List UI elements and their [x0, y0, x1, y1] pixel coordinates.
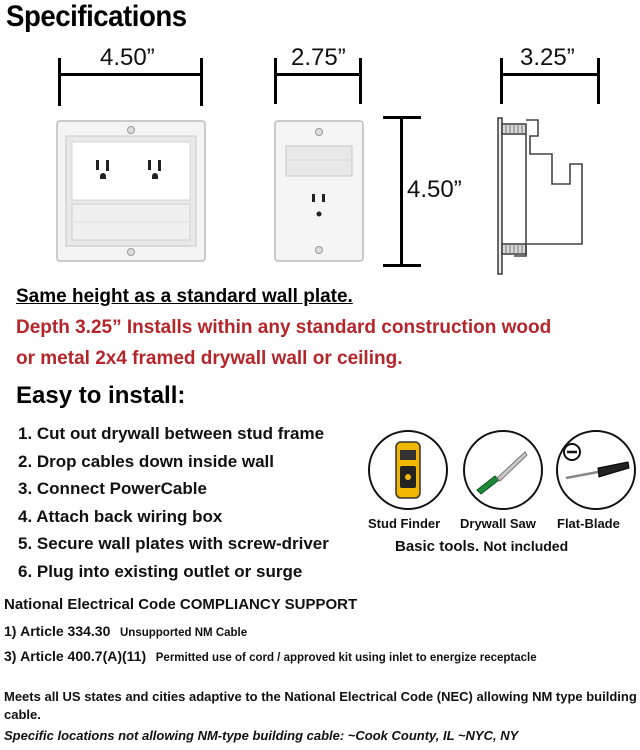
article-number: Article 400.7(A)(11) — [20, 648, 147, 664]
side-width-line — [276, 73, 362, 76]
stud-finder-tool — [368, 430, 448, 510]
flat-blade-tool — [556, 430, 636, 510]
basic-tools-note — [395, 538, 568, 555]
depth-text-line-1: Depth 3.25” Installs within any standard construction wood — [16, 317, 552, 338]
drywall-saw-label: Drywall Saw — [460, 516, 536, 531]
article-index: 3) — [4, 648, 17, 664]
side-width-tick-left — [274, 58, 277, 104]
drywall-saw-tool — [463, 430, 543, 510]
depth-text-line-2: or metal 2x4 framed drywall wall or ceiling. — [16, 348, 403, 369]
nec-heading: National Electrical Code COMPLIANCY SUPPORT — [4, 596, 358, 613]
install-step: 4. Attach back wiring box — [18, 506, 223, 526]
front-width-label: 4.50” — [100, 44, 155, 71]
front-width-line — [60, 73, 202, 76]
install-step: 3. Connect PowerCable — [18, 479, 207, 499]
depth-tick-right — [597, 58, 600, 104]
front-width-tick-right — [200, 58, 203, 106]
article-index: 1) — [4, 623, 17, 639]
restricted-locations-text: Specific locations not allowing NM-type building cable: ~Cook County, IL ~NYC, NY — [4, 728, 519, 743]
front-width-tick-left — [58, 58, 61, 106]
flat-blade-label: Flat-Blade — [557, 516, 620, 531]
stud-finder-label: Stud Finder — [368, 516, 441, 531]
not-included-label: Not included — [483, 538, 569, 554]
single-wall-plate-image — [274, 120, 364, 262]
install-step: 6. Plug into existing outlet or surge — [18, 561, 303, 581]
install-step: 2. Drop cables down inside wall — [18, 451, 275, 471]
side-width-tick-right — [359, 58, 362, 104]
article-number: Article 334.30 — [20, 623, 111, 639]
basic-tools-label: Basic tools. — [395, 538, 480, 555]
drywall-saw-icon — [465, 432, 541, 508]
height-label: 4.50” — [407, 176, 462, 203]
side-width-label: 2.75” — [291, 44, 346, 71]
install-step: 5. Secure wall plates with screw-driver — [18, 534, 329, 554]
front-wall-plate-image — [56, 120, 206, 262]
nec-article-1 — [4, 623, 247, 639]
article-description: Unsupported NM Cable — [120, 627, 248, 639]
depth-tick-left — [500, 58, 503, 104]
height-tick-bottom — [383, 264, 421, 267]
height-line — [400, 118, 403, 266]
side-profile-image — [494, 110, 594, 278]
standard-height-headline: Same height as a standard wall plate. — [16, 286, 353, 307]
height-tick-top — [383, 116, 421, 119]
depth-line — [502, 73, 600, 76]
nec-article-2 — [4, 648, 537, 664]
install-step: 1. Cut out drywall between stud frame — [18, 424, 325, 443]
easy-install-heading: Easy to install: — [16, 382, 186, 409]
depth-label: 3.25” — [520, 44, 575, 71]
nec-compliance-text: Meets all US states and cities adaptive to the National Electrical Code (NEC) allowing NM type building cable. — [4, 689, 637, 722]
stud-finder-icon — [370, 432, 446, 508]
page-title: Specifications — [6, 0, 187, 33]
article-description: Permitted use of cord / approved kit using inlet to energize receptacle — [155, 652, 537, 664]
flat-blade-screwdriver-icon — [558, 432, 634, 508]
install-steps-list — [18, 420, 329, 586]
